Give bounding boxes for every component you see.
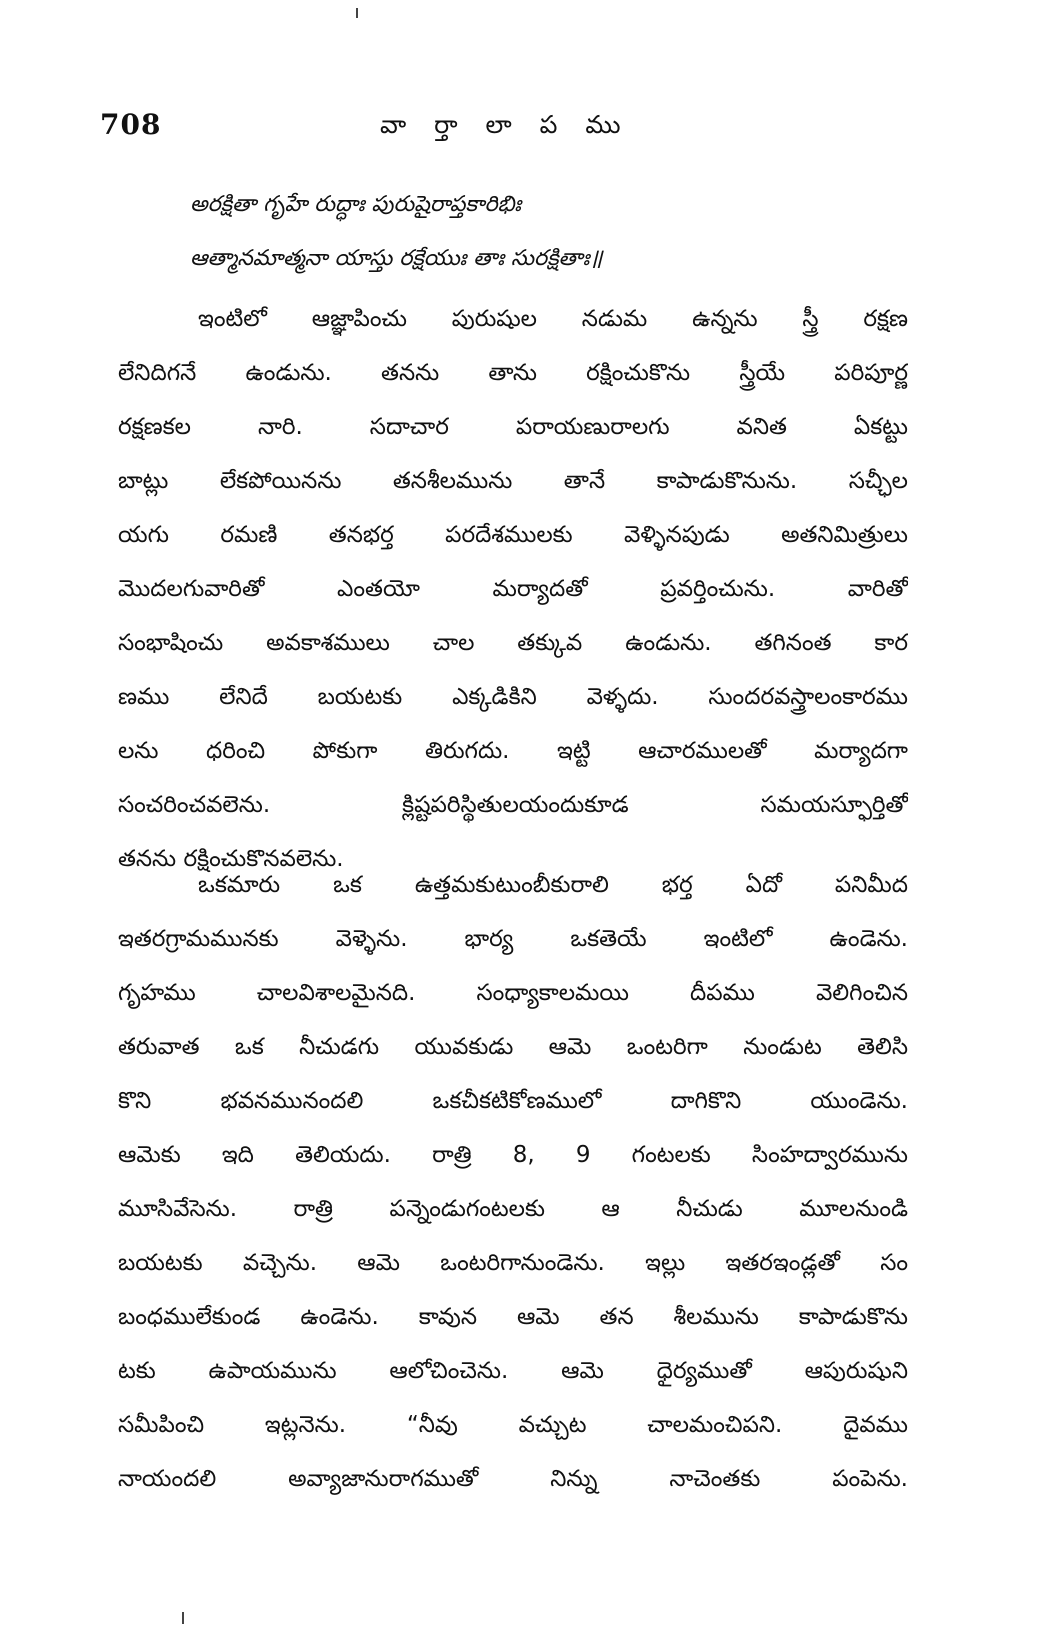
paragraph-line: మూసివేసెను. రాత్రి పన్నెండుగంటలకు ఆ నీచుడు మూలనుండి bbox=[118, 1196, 908, 1222]
paragraph-line: బయటకు వచ్చెను. ఆమె ఒంటరిగానుండెను. ఇల్లు ఇతరఇండ్లతో సం bbox=[118, 1250, 908, 1276]
verse-line: ఆత్మానమాత్మనా యాస్తు రక్షేయుః తాః సురక్షితాః॥ bbox=[190, 246, 603, 271]
paragraph-line: గృహము చాలవిశాలమైనది. సంధ్యాకాలమయి దీపము వెలిగించిన bbox=[118, 980, 908, 1006]
paragraph-line: సంచరించవలెను. క్లిష్టపరిస్థితులయందుకూడ సమయస్ఫూర్తితో bbox=[118, 792, 908, 818]
paragraph-line: తనను రక్షించుకొనవలెను. bbox=[118, 846, 344, 872]
running-title: వా ర్తా లా ప ము bbox=[380, 110, 631, 139]
paragraph-line: నాయందలి అవ్యాజానురాగముతో నిన్ను నాచెంతకు పంపెను. bbox=[118, 1466, 908, 1492]
paragraph-line: సంభాషించు అవకాశములు చాల తక్కువ ఉండును. తగినంత కార bbox=[118, 630, 908, 656]
paragraph-line: బంధములేకుండ ఉండెను. కావున ఆమె తన శీలమును కాపాడుకొను bbox=[118, 1304, 908, 1330]
page-header bbox=[0, 108, 1038, 148]
paragraph-line: బాట్లు లేకపోయినను తనశీలమును తానే కాపాడుకొనును. సచ్ఛీల bbox=[118, 468, 908, 494]
paragraph-line: యగు రమణి తనభర్త పరదేశములకు వెళ్ళినపుడు అతనిమిత్రులు bbox=[118, 522, 908, 548]
paragraph-line: మొదలగువారితో ఎంతయో మర్యాదతో ప్రవర్తించును. వారితో bbox=[118, 576, 908, 602]
paragraph-line: ఆమెకు ఇది తెలియదు. రాత్రి 8, 9 గంటలకు సింహద్వారమును bbox=[118, 1142, 908, 1168]
paragraph-line: రక్షణకల నారి. సదాచార పరాయణురాలగు వనిత ఏకట్టు bbox=[118, 414, 908, 440]
paragraph-line: లను ధరించి పోకుగా తిరుగదు. ఇట్టి ఆచారములతో మర్యాదగా bbox=[118, 738, 908, 764]
paragraph bbox=[118, 858, 908, 1506]
paragraph-line: ణము లేనిదే బయటకు ఎక్కడికిని వెళ్ళదు. సుందరవస్త్రాలంకారము bbox=[118, 684, 908, 710]
scan-mark bbox=[356, 8, 358, 18]
paragraph-line: తరువాత ఒక నీచుడగు యువకుడు ఆమె ఒంటరిగా నుండుట తెలిసి bbox=[118, 1034, 908, 1060]
paragraph bbox=[118, 292, 908, 886]
page-number: 708 bbox=[100, 108, 162, 141]
verse-line: అరక్షితా గృహే రుద్ధాః పురుషైరాప్తకారిభిః bbox=[190, 192, 522, 217]
paragraph-line: ఒకమారు ఒక ఉత్తమకుటుంబీకురాలి భర్త ఏదో పనిమీద bbox=[198, 872, 908, 898]
paragraph-line: లేనిదిగనే ఉండును. తనను తాను రక్షించుకొను స్త్రీయే పరిపూర్ణ bbox=[118, 360, 908, 386]
paragraph-line: కొని భవనమునందలి ఒకచీకటికోణములో దాగికొని యుండెను. bbox=[118, 1088, 908, 1114]
paragraph-line: ఇంటిలో ఆజ్ఞాపించు పురుషుల నడుమ ఉన్నను స్త్రీ రక్షణ bbox=[198, 306, 908, 332]
paragraph-line: టకు ఉపాయమును ఆలోచించెను. ఆమె ధైర్యముతో ఆపురుషుని bbox=[118, 1358, 908, 1384]
scan-mark bbox=[182, 1612, 184, 1624]
paragraph-line: ఇతరగ్రామమునకు వెళ్ళెను. భార్య ఒకతెయే ఇంటిలో ఉండెను. bbox=[118, 926, 908, 952]
paragraph-line: సమీపించి ఇట్లనెను. “నీవు వచ్చుట చాలమంచిపని. దైవము bbox=[118, 1412, 908, 1438]
